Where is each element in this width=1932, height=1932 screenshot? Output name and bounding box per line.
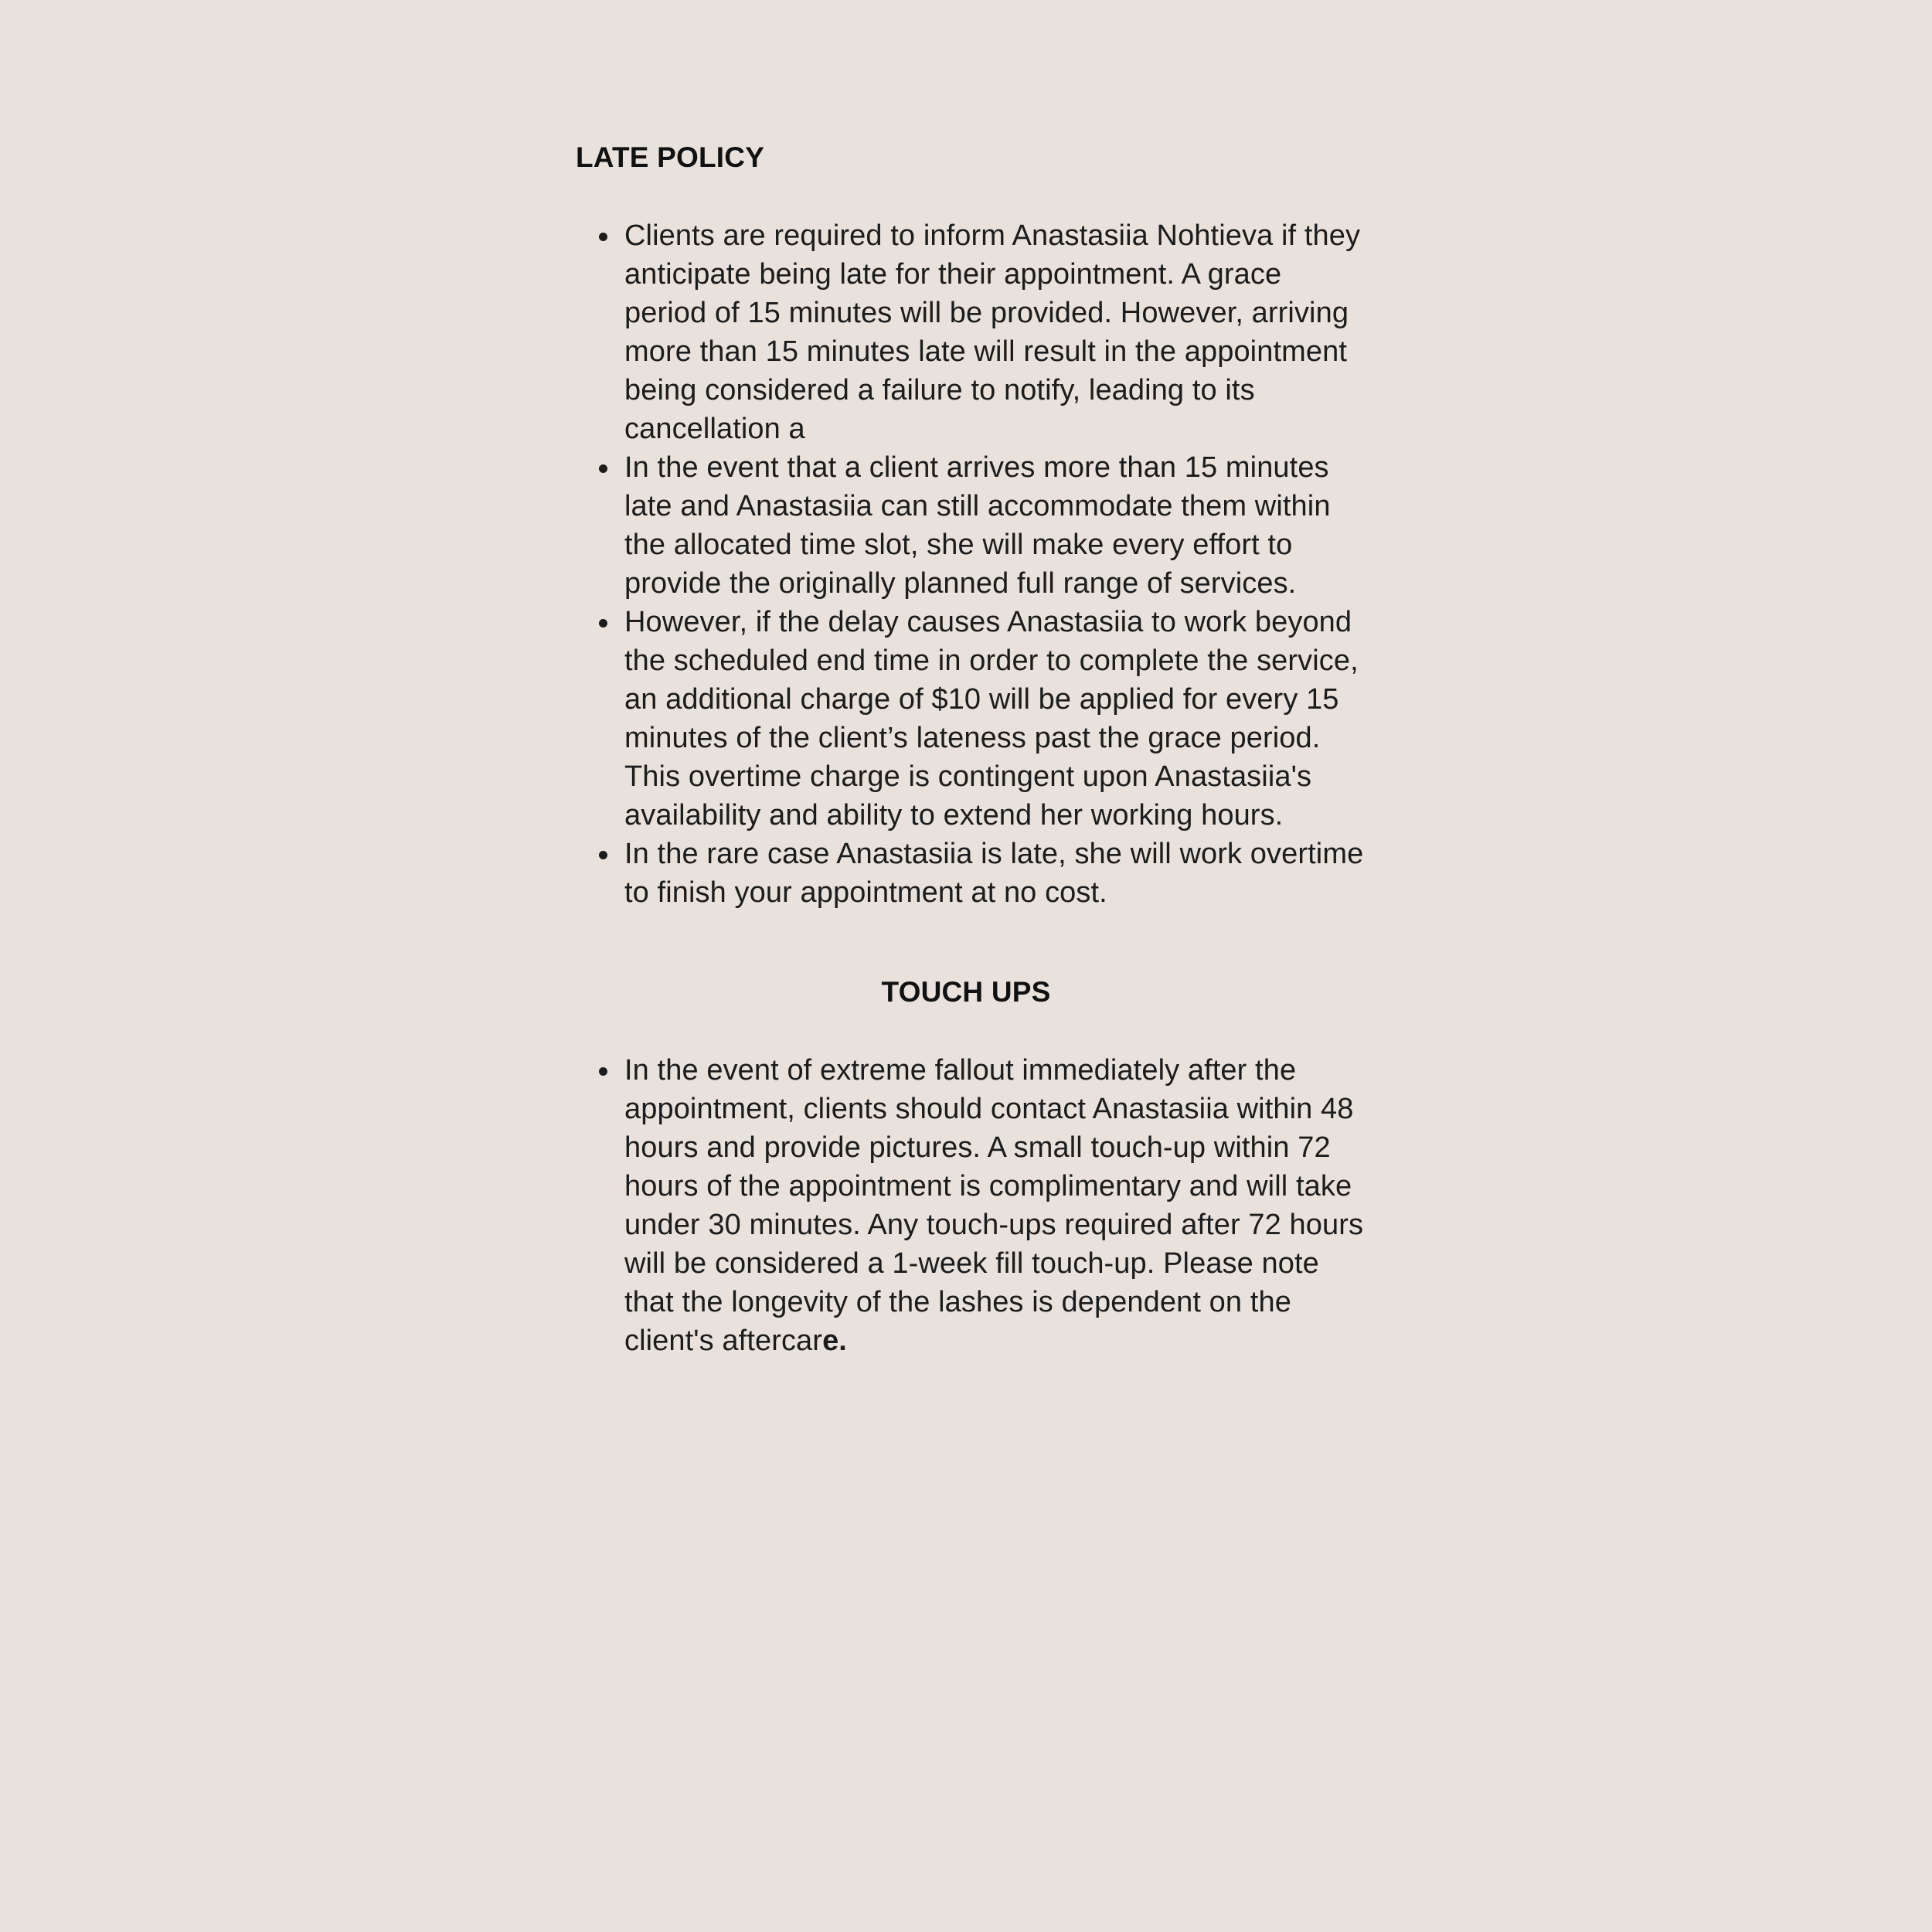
list-item: Clients are required to inform Anastasiia Nohtieva if they anticipate being late for their appointment. A grace period of 15 minutes will be provided. However, arriving more than 15 minutes late will result in the appointment being considered a failure to notify, leading to its cancellation a [576, 216, 1364, 448]
list-item-bold-ending: e. [822, 1325, 847, 1357]
list-item: In the rare case Anastasiia is late, she will work overtime to finish your appointment at no cost. [576, 835, 1364, 912]
list-item [576, 1051, 1364, 1360]
late-policy-heading: LATE POLICY [576, 141, 765, 173]
list-item: In the event that a client arrives more than 15 minutes late and Anastasiia can still accommodate them within the allocated time slot, she will make every effort to provide the originally planned full range of services. [576, 448, 1364, 603]
list-item-text: In the event of extreme fallout immediately after the appointment, clients should contact Anastasiia within 48 hours and provide pictures. A small touch-up within 72 hours of the appointment is complimentary and will take under 30 minutes. Any touch-ups required after 72 hours will be considered a 1-week fill touch-up. Please note that the longevity of the lashes is dependent on the client's aftercar [624, 1054, 1364, 1357]
touch-ups-heading: TOUCH UPS [881, 976, 1051, 1008]
policy-document [576, 139, 1364, 1360]
touch-ups-list [576, 1051, 1364, 1360]
list-item: However, if the delay causes Anastasiia to work beyond the scheduled end time in order to complete the service, an additional charge of $10 will be applied for every 15 minutes of the client’s lateness past the grace period. This overtime charge is contingent upon Anastasiia's availability and ability to extend her working hours. [576, 603, 1364, 835]
late-policy-list [576, 216, 1364, 912]
